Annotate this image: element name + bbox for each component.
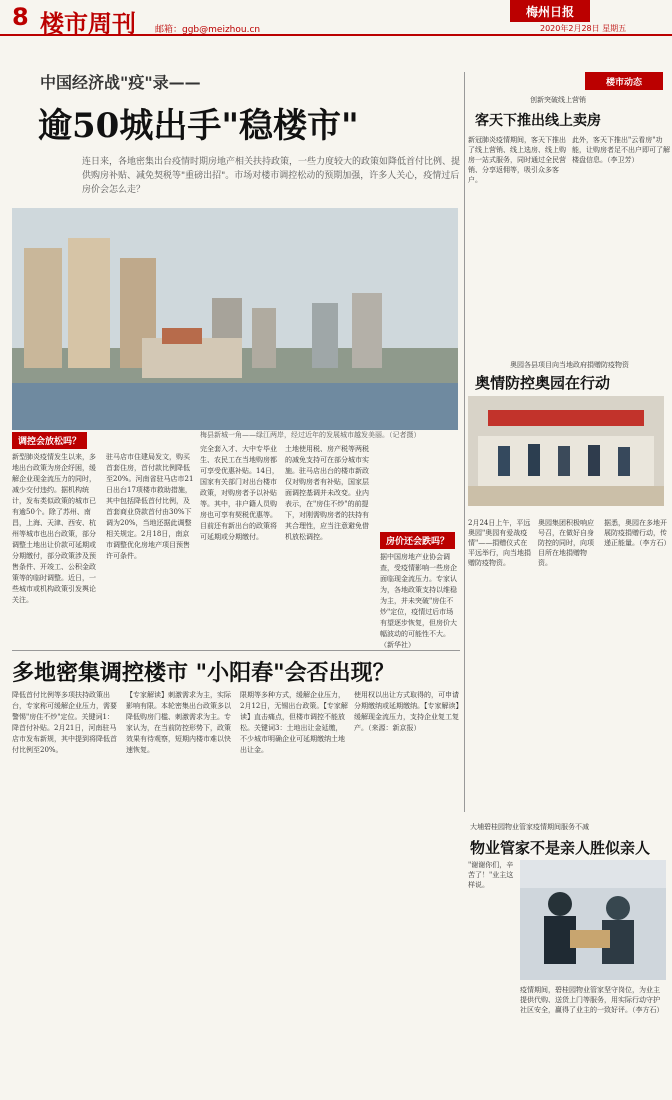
story1-headline: 客天下推出线上卖房 [475, 113, 601, 129]
body-column-5: 据中国房地产业协会调查，受疫情影响一些房企面临现金流压力。专家认为，各地政策支持以维稳为主，并未突破"房住不炒"定位，疫情过后市场有望逐步恢复，但房价大幅波动的可能性不大。（新华社） [380, 553, 457, 649]
issue-date: 2020年2月28日 星期五 [540, 24, 627, 33]
story1-kicker: 创新突破线上营销 [530, 96, 586, 104]
story2-column-c: 据悉，奥园在多地开展防疫捐赠行动，传递正能量。（李方石） [604, 519, 671, 547]
story2-column-b: 奥园集团积极响应号召，在做好自身防控的同时，向项目所在地捐赠物资。 [538, 519, 594, 567]
section2-column-c: 限期等多种方式，缓解企业压力，2月12日，无锡出台政策。【专家解读】直击痛点，但楼市调控不能放松。关键词3：土地出让金延缴，不少城市明确企业可延期缴纳土地出让金。 [240, 691, 348, 754]
brand-logo: 梅州日报 [510, 0, 590, 22]
property-staff-photo [520, 860, 666, 980]
section-title: 楼市周刊 [40, 10, 136, 38]
section-tag: 楼市动态 [585, 72, 663, 90]
section2-column-b: 【专家解读】刺激需求为主，实际影响有限。本轮密集出台政策多以降低购房门槛、刺激需求为主。专家认为，在当前防控形势下，政策效果有待观察，短期内楼市难以快速恢复。 [126, 691, 231, 754]
story3-column-a: "谢谢你们，辛苦了！"业主这样说。 [468, 861, 514, 889]
photo-caption: 梅县新城一角——绿江两岸，经过近年的发展城市越发美丽。（记者摄） [200, 431, 421, 439]
story2-kicker: 奥园各县项目向当地政府捐赠防疫物资 [510, 361, 629, 369]
donation-photo [468, 396, 664, 506]
box-label: 调控会放松吗？ [12, 432, 87, 449]
story2-headline: 奥情防控奥园在行动 [475, 374, 611, 392]
horizontal-divider [12, 650, 460, 651]
main-kicker: 中国经济战"疫"录—— [40, 73, 201, 92]
vertical-divider [464, 72, 465, 812]
section2-column-d: 使用权以出让方式取得的，可申请分期缴纳或延期缴纳。【专家解读】缓解现金流压力，支持企业复工复产。（来源：新京报） [354, 691, 459, 732]
lead-paragraph: 连日来，各地密集出台疫情时期房地产相关扶持政策，一些力度较大的政策如降低首付比例、提供购房补贴、减免契税等"重磅出招"。市场对楼市调控松动的预期加强，许多人关心，疫情过后房价会怎么走？ [82, 157, 461, 195]
body-column-4: 土地使用税、房产税等两税的减免支持可在部分城市实施。驻马店出台的楼市新政仅对购房者有补贴，国家层面调控基调并未改变。业内表示，在"房住不炒"的前提下，对刚需购房者的扶持有其合理性，应当注意避免借机放松调控。 [285, 445, 369, 541]
story3-headline: 物业管家不是亲人胜似亲人 [470, 839, 651, 857]
section2-headline: 多地密集调控楼市 "小阳春"会否出现？ [12, 660, 395, 686]
story3-column-b: 疫情期间，碧桂园物业管家坚守岗位，为业主提供代购、送货上门等服务，用实际行动守护社区安全，赢得了业主的一致好评。（李方石） [520, 986, 664, 1014]
section2-column-a: 降低首付比例等多项扶持政策出台，专家称可缓解企业压力，需要警惕"房住不炒"定位。关键词1：降首付补贴。2月21日，河南驻马店市发布新规，其中提到将降低首付比例至20%。 [12, 691, 117, 754]
body-column-2: 驻马店市住建局发文，购买首套住房，首付款比例降低至20%。河南省驻马店市21日出台17项楼市救助措施，其中包括降低首付比例，及首套商业贷款首付由30%下调为20%，当地还据此调整相关规定。2月18日，南京市调整优化房地产项目预售许可条件。 [106, 453, 194, 560]
story3-kicker: 大埔碧桂园物业管家疫情期间服务不减 [470, 823, 589, 831]
city-photo [12, 208, 458, 430]
email-line: 邮箱：ggb@meizhou.cn [155, 25, 261, 35]
body-column-1: 新型肺炎疫情发生以来，多地出台政策为房企纾困，缓解企业现金流压力的同时，减少交付违约。据机构统计，发布类似政策的城市已有逾50个。除了苏州、南昌，上海、天津、西安、杭州等城市也出台政策，部分调整土地出让价款可延期或分期缴付，部分政策涉及预售条件、开竣工、公积金政策等的临时调整。近日，一些城市或机构政策引发舆论关注。 [12, 453, 96, 604]
body-column-3: 完全套入才、大中专毕业生、农民工在当地购房都可享受优惠补贴。14日，国家有关部门对出台楼市政策，对购房者予以补贴等。其中，非户籍人员购房也可享有契税优惠等。目前还有新出台的政策将可延期或分期缴付。 [200, 445, 279, 541]
page-number: 8 [12, 3, 29, 31]
story1-column-a: 新冠肺炎疫情期间，客天下推出了线上营销、线上选房、线上购房一站式服务，同时通过全民营销、分享返佣等，吸引众多客户。 [468, 136, 566, 184]
main-headline: 逾50城出手"稳楼市" [38, 106, 359, 146]
box2-label: 房价还会跌吗？ [380, 532, 455, 549]
story2-column-a: 2月24日上午，平远奥园"奥园有爱战疫情"——捐赠仪式在平远举行，向当地捐赠防疫物资。 [468, 519, 531, 567]
story1-column-b: 此外，客天下推出"云看房"功能，让购房者足不出户即可了解楼盘信息。（李卫芳） [572, 136, 670, 164]
